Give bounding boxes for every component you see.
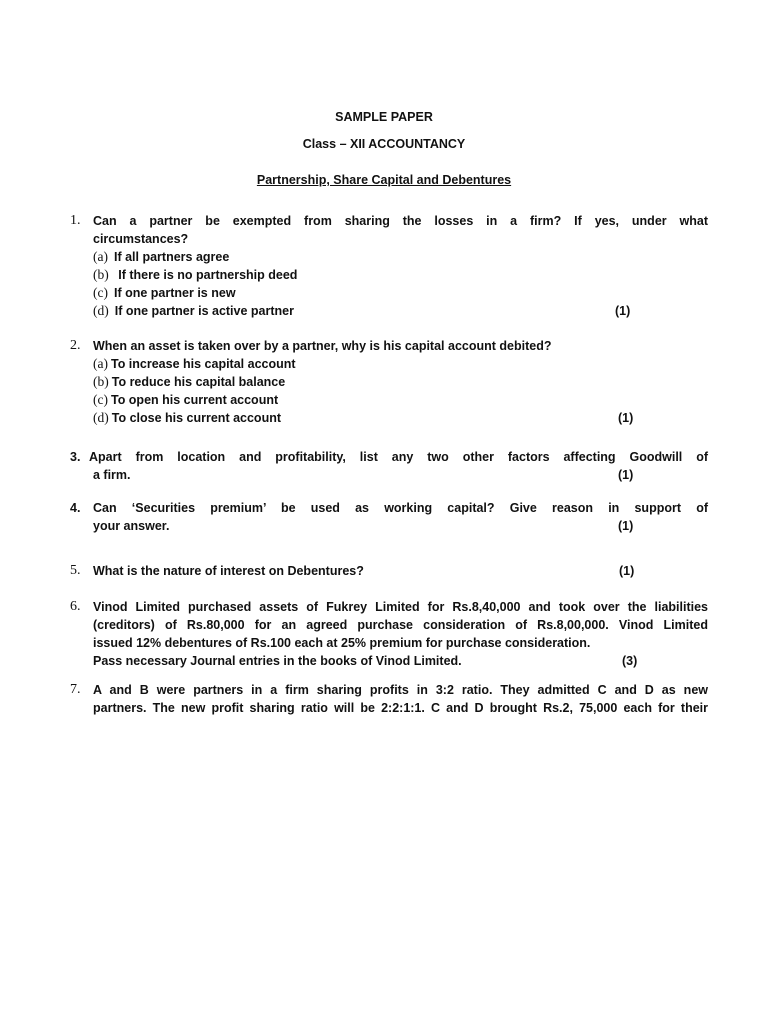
option-text: To open his current account [110,393,279,407]
option-c [70,284,710,302]
option-b [70,266,710,284]
option-b [70,373,710,391]
question-number: 3. [70,450,81,464]
question-5 [70,562,710,580]
marks: (1) [618,468,634,482]
marks: (3) [622,654,638,668]
option-label: (c) [93,392,108,407]
option-label: (b) [93,374,109,389]
option-label: (d) [93,410,109,425]
question-text-line: (creditors) of Rs.80,000 for an agreed purchase consideration of Rs.8,00,000. Vinod Limited [93,618,708,632]
question-number: 6. [70,599,81,614]
question-text-line: Can ‘Securities premium’ be used as working capital? Give reason in support of [93,501,708,515]
option-c [70,391,710,409]
option-text: To reduce his capital balance [111,375,286,389]
question-4 [70,499,710,535]
question-text-line: circumstances? [93,232,189,246]
question-text-line: Vinod Limited purchased assets of Fukrey Limited for Rs.8,40,000 and took over the liabilities [93,600,708,614]
question-text-line: partners. The new profit sharing ratio will be 2:2:1:1. C and D brought Rs.2, 75,000 each for their [93,701,708,715]
option-a [70,248,710,266]
question-number: 1. [70,213,81,228]
option-text: If all partners agree [113,250,230,264]
option-text: If one partner is active partner [114,304,294,318]
topic-heading: Partnership, Share Capital and Debentures [256,173,512,187]
option-a [70,355,710,373]
option-label: (a) [93,356,108,371]
paper-title: SAMPLE PAPER [335,110,433,124]
marks: (1) [618,411,634,425]
question-number: 4. [70,501,81,515]
question-number: 7. [70,682,81,697]
question-text-line: Pass necessary Journal entries in the books of Vinod Limited. (3) [93,654,638,668]
question-text-line: Apart from location and profitability, list any two other factors affecting Goodwill of [89,450,708,464]
question-text-line: When an asset is taken over by a partner, why is his capital account debited? [93,339,552,353]
question-text-line: What is the nature of interest on Debentures? (1) [93,564,635,578]
question-text-line: a firm. (1) [93,468,634,482]
marks: (1) [619,564,635,578]
question-7 [70,681,710,717]
question-text-line: your answer. (1) [93,519,634,533]
question-number: 5. [70,563,81,578]
question-text-line: issued 12% debentures of Rs.100 each at 25% premium for purchase consideration. [93,636,591,650]
marks: (1) [615,304,631,318]
question-2 [70,337,710,427]
option-label: (c) [93,285,108,300]
option-label: (a) [93,249,108,264]
option-text: To close his current account [111,411,282,425]
option-text: To increase his capital account [110,357,296,371]
question-text-line: Can a partner be exempted from sharing the losses in a firm? If yes, under what [93,214,708,228]
option-label: (b) [93,267,109,282]
question-6 [70,598,710,670]
class-subject-line: Class – XII ACCOUNTANCY [302,137,466,151]
option-label: (d) [93,303,109,318]
question-number: 2. [70,338,81,353]
option-text: If there is no partnership deed [114,268,298,282]
question-3 [70,448,710,484]
question-text-line: A and B were partners in a firm sharing profits in 3:2 ratio. They admitted C and D as new [93,683,708,697]
option-d [70,302,710,320]
marks: (1) [618,519,634,533]
option-text: If one partner is new [113,286,236,300]
question-1 [70,212,710,320]
option-d [70,409,710,427]
